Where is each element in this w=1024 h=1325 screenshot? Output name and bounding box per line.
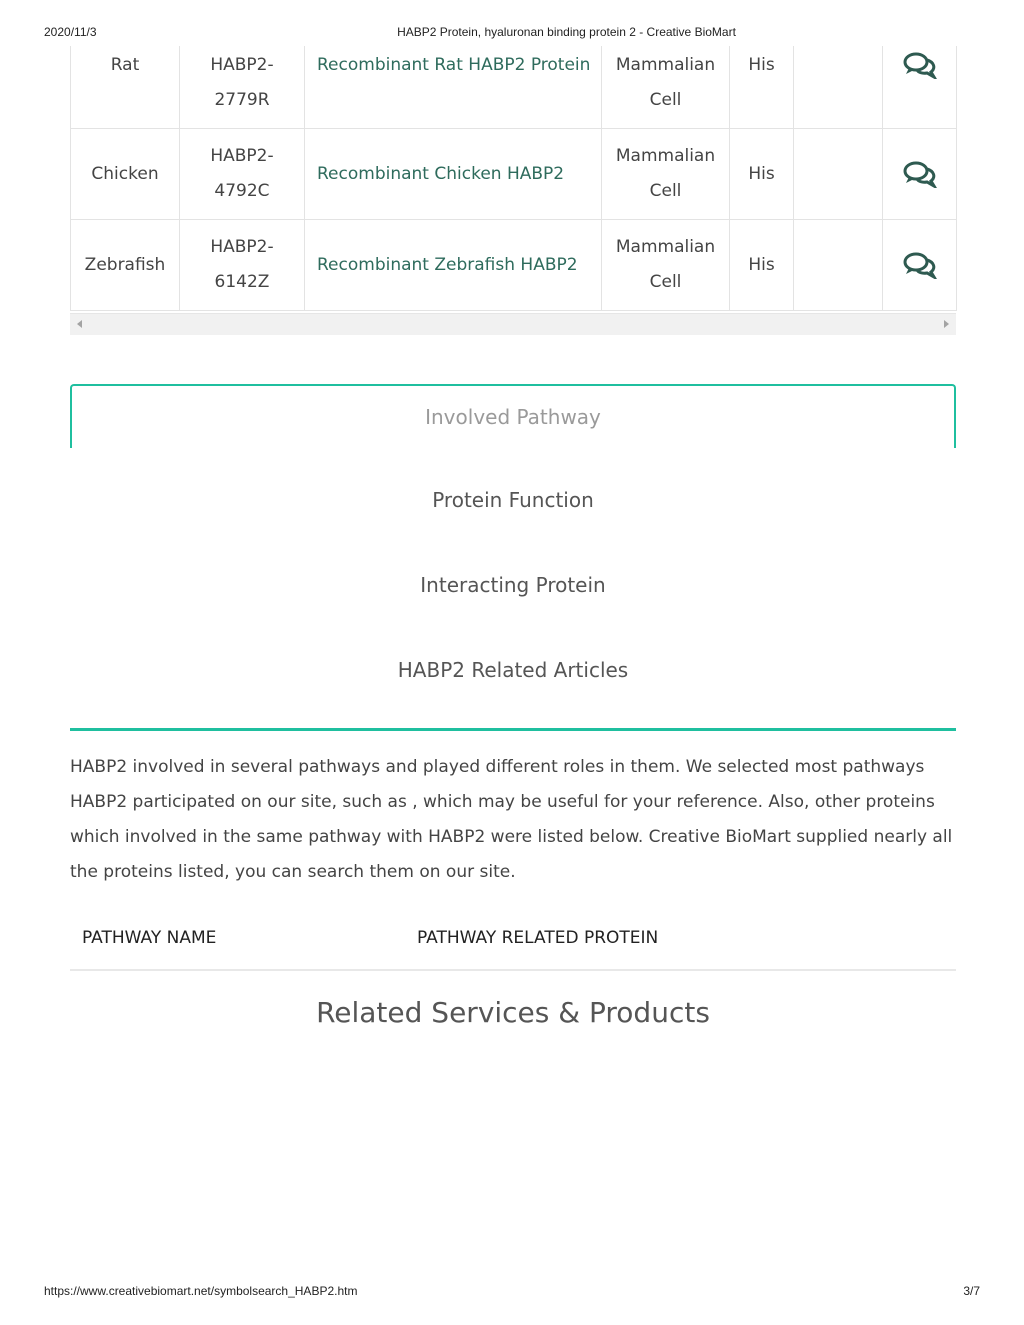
tab-involved-pathway[interactable]: Involved Pathway [70,384,956,448]
product-table-container [70,46,956,336]
chat-icon[interactable] [903,251,937,279]
tab-related-articles[interactable]: HABP2 Related Articles [397,658,629,682]
catalog-line: 6142Z [214,272,270,292]
catalog-line: HABP2- [210,55,274,75]
catalog-cell [180,220,305,311]
catalog-line: 4792C [214,181,270,201]
source-line: Cell [649,272,682,292]
extra-cell [794,129,883,220]
product-table [70,46,957,311]
source-cell [602,220,730,311]
pathway-table-header [70,920,956,971]
table-row [71,129,957,220]
product-link[interactable]: Recombinant Rat HABP2 Protein [317,55,591,75]
inquiry-cell [883,129,957,220]
table-row [71,46,957,129]
page-number: 3/7 [963,1284,980,1298]
product-name-cell [305,129,602,220]
source-line: Mammalian [615,55,716,75]
pathway-name-header: PATHWAY NAME [82,928,217,948]
scroll-left-arrow-icon[interactable] [77,320,82,328]
pathway-related-protein-header: PATHWAY RELATED PROTEIN [417,928,659,948]
chat-icon[interactable] [903,160,937,188]
product-name-cell [305,220,602,311]
catalog-cell [180,129,305,220]
tag-cell: His [730,129,794,220]
catalog-line: HABP2- [210,146,274,166]
source-cell [602,46,730,129]
extra-cell [794,220,883,311]
tag-cell: His [730,46,794,129]
source-line: Mammalian [615,146,716,166]
tab-divider [70,728,956,731]
table-row [71,220,957,311]
chat-icon[interactable] [903,51,937,79]
print-url: https://www.creativebiomart.net/symbolsearch_HABP2.htm [44,1284,358,1298]
extra-cell [794,46,883,129]
scroll-right-arrow-icon[interactable] [944,320,949,328]
species-cell: Zebrafish [71,220,180,311]
catalog-line: 2779R [214,90,270,110]
print-header [0,22,1024,42]
source-line: Mammalian [615,237,716,257]
tab-protein-function[interactable]: Protein Function [432,488,594,512]
product-link[interactable]: Recombinant Zebrafish HABP2 [317,254,578,275]
print-date: 2020/11/3 [44,25,97,39]
source-line: Cell [649,181,682,201]
catalog-line: HABP2- [210,237,274,257]
product-name-cell [305,46,602,129]
print-footer [0,1284,1024,1304]
product-link[interactable]: Recombinant Chicken HABP2 [317,163,565,184]
inquiry-cell [883,46,957,129]
tag-cell: His [730,220,794,311]
source-line: Cell [649,90,682,110]
pathway-description: HABP2 involved in several pathways and played different roles in them. We selected most pathways HABP2 participated on our site, such as , which may be useful for your reference. Also, other proteins which involved in the same pathway with HABP2 were listed below. Creative BioMart supplied nearly all the proteins listed, you can search them on our site. [70,757,953,882]
print-title: HABP2 Protein, hyaluronan binding protein 2 - Creative BioMart [397,25,736,39]
inquiry-cell [883,220,957,311]
tab-interacting-protein[interactable]: Interacting Protein [420,573,606,597]
source-cell [602,129,730,220]
related-services-title: Related Services & Products [316,996,710,1029]
catalog-cell [180,46,305,129]
horizontal-scrollbar[interactable] [70,313,956,335]
species-cell: Rat [71,46,180,129]
species-cell: Chicken [71,129,180,220]
